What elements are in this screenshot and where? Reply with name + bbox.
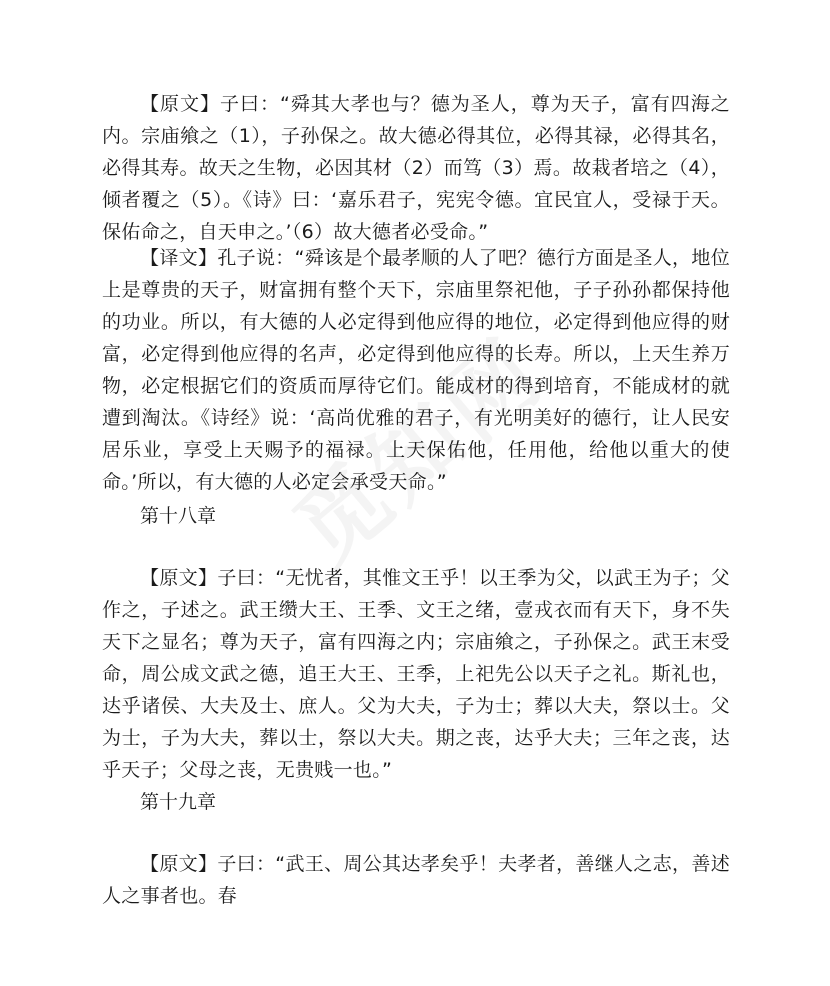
chapter-heading-19: 第十九章	[140, 791, 217, 813]
paragraph-translation-ch17: 【译文】孔子说：“舜该是个最孝顺的人了吧？德行方面是圣人，地位上是尊贵的天子，财富拥有整个天下，宗庙里祭祀他，子子孙孙都保持他的功业。所以，有大德的人必定得到他应得的地位，必定得到他应得的财富，必定得到他应得的名声，必定得到他应得的长寿。所以，上天生养万物，必定根据它们的资质而厚待它们。能成材的得到培育，不能成材的就遭到淘汰。《诗经》说：‘高尚优雅的君子，有光明美好的德行，让人民安居乐业，享受上天赐予的福禄。上天保佑他，任用他，给他以重大的使命。’所以，有大德的人必定会承受天命。”	[102, 247, 730, 493]
chapter-heading-18: 第十八章	[140, 505, 217, 527]
paragraph-original-text-ch19: 【原文】子曰：“武王、周公其达孝矣乎！夫孝者，善继人之志，善述人之事者也。春	[102, 853, 730, 907]
paragraph-original-text-ch17: 【原文】子曰：“舜其大孝也与？德为圣人，尊为天子，富有四海之内。宗庙飨之（1），子孙保之。故大德必得其位，必得其禄，必得其名，必得其寿。故天之生物，必因其材（2）而笃（3）焉。故栽者培之（4），倾者覆之（5）。《诗》曰：‘嘉乐君子，宪宪令德。宜民宜人，受禄于天。保佑命之，自天申之。’（6）故大德者必受命。”	[102, 93, 730, 243]
paragraph-original-text-ch18: 【原文】子曰：“无忧者，其惟文王乎！以王季为父，以武王为子；父作之，子述之。武王缵大王、王季、文王之绪，壹戎衣而有天下，身不失天下之显名；尊为天子，富有四海之内；宗庙飨之，子孙保之。武王末受命，周公成文武之德，追王大王、王季，上祀先公以天子之礼。斯礼也，达乎诸侯、大夫及士、庶人。父为大夫，子为士；葬以大夫，祭以士。父为士，子为大夫，葬以士，祭以大夫。期之丧，达乎大夫；三年之丧，达乎天子；父母之丧，无贵贱一也。”	[102, 567, 730, 781]
